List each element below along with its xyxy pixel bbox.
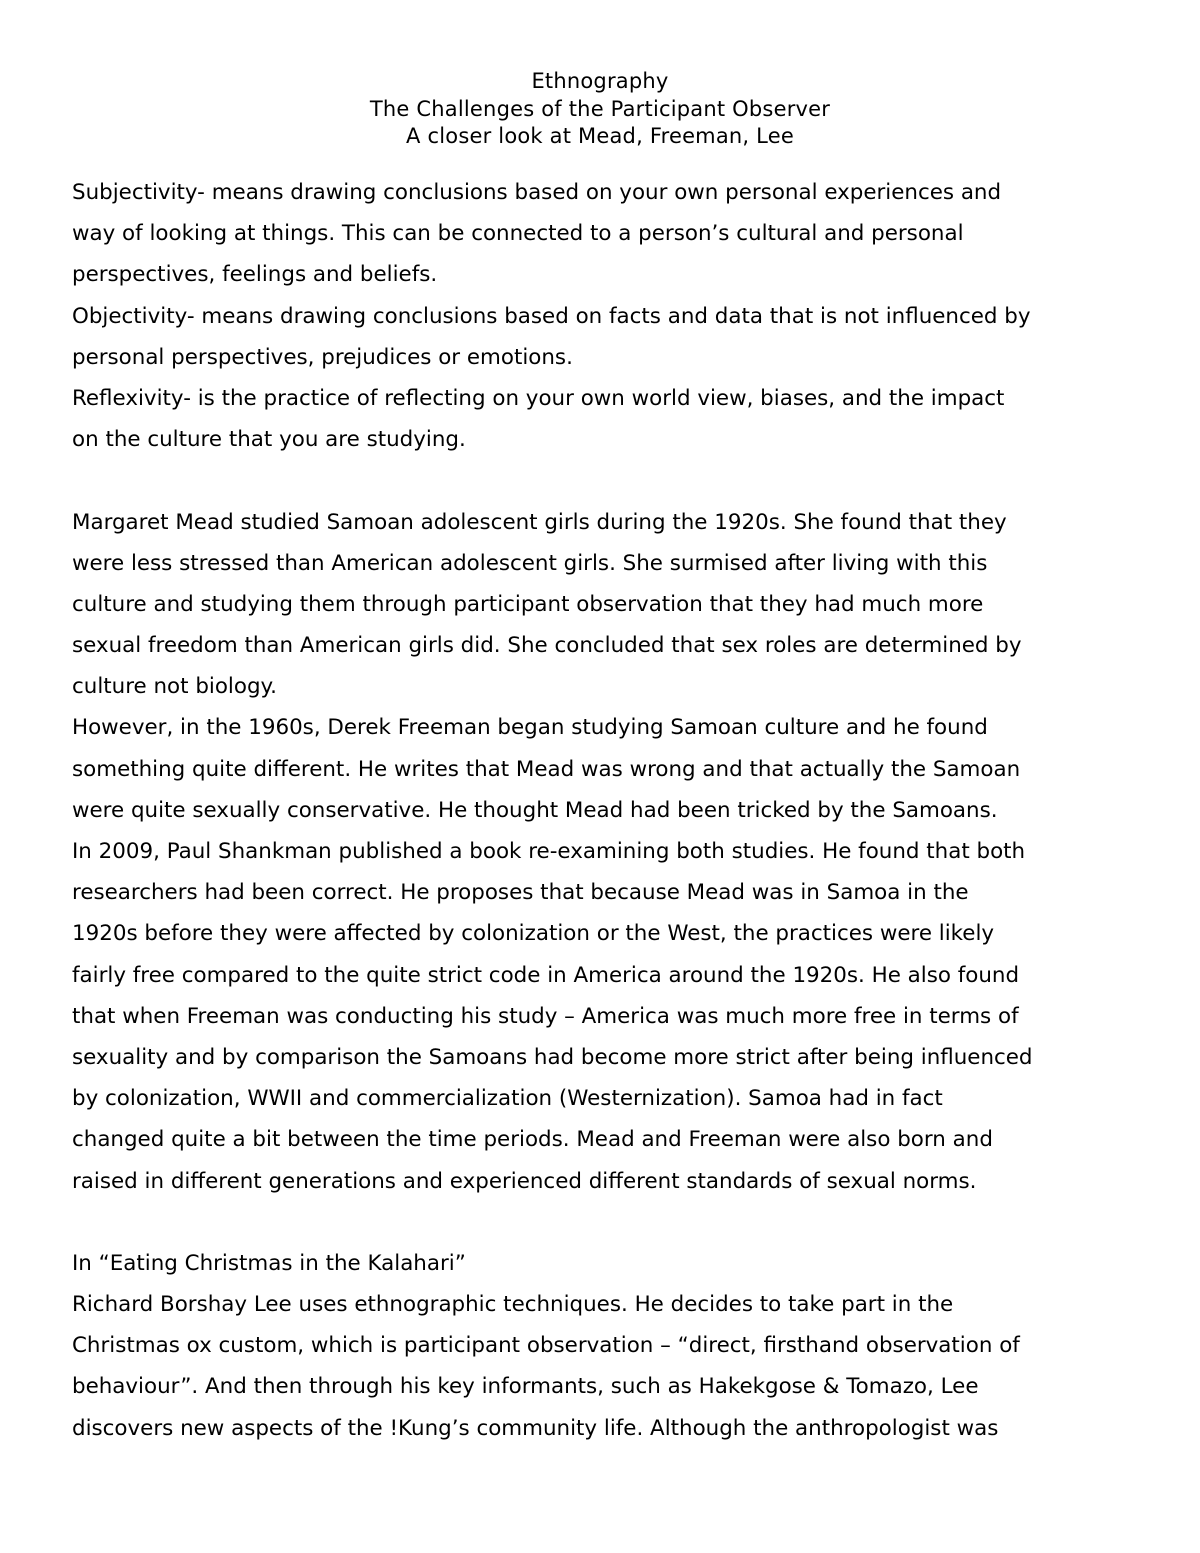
text-line: discovers new aspects of the !Kung’s community life. Although the anthropologist was: [72, 1415, 999, 1441]
text-line: personal perspectives, prejudices or emotions.: [72, 344, 573, 370]
text-line: However, in the 1960s, Derek Freeman began studying Samoan culture and he found: [72, 715, 988, 741]
freeman-paragraph: [72, 707, 1152, 831]
text-line: fairly free compared to the quite strict code in America around the 1920s. He also found: [72, 962, 1020, 988]
text-line: sexual freedom than American girls did. She concluded that sex roles are determined by: [72, 633, 1022, 659]
text-line: Objectivity- means drawing conclusions based on facts and data that is not influenced by: [72, 303, 1031, 329]
text-line: culture and studying them through participant observation that they had much more: [72, 591, 984, 617]
mead-paragraph: [72, 502, 1152, 708]
text-line: researchers had been correct. He proposes that because Mead was in Samoa in the: [72, 880, 969, 906]
text-line: Margaret Mead studied Samoan adolescent girls during the 1920s. She found that they: [72, 509, 1007, 535]
text-line: behaviour”. And then through his key informants, such as Hakekgose & Tomazo, Lee: [72, 1374, 979, 1400]
text-line: Reflexivity- is the practice of reflecting on your own world view, biases, and the impact: [72, 385, 1005, 411]
document-title: Ethnography: [531, 69, 669, 93]
text-line: perspectives, feelings and beliefs.: [72, 262, 438, 288]
text-line: by colonization, WWII and commercialization (Westernization). Samoa had in fact: [72, 1086, 943, 1112]
section-heading: In “Eating Christmas in the Kalahari”: [72, 1250, 466, 1276]
text-line: something quite different. He writes that Mead was wrong and that actually the Samoan: [72, 756, 1021, 782]
document-subtitle: The Challenges of the Participant Observer: [369, 96, 831, 121]
text-line: In 2009, Paul Shankman published a book re-examining both studies. He found that both: [72, 839, 1026, 864]
text-line: culture not biology.: [72, 674, 277, 700]
text-line: Richard Borshay Lee uses ethnographic techniques. He decides to take part in the: [72, 1292, 954, 1318]
text-line: Christmas ox custom, which is participant observation – “direct, firsthand observation of: [72, 1333, 1020, 1359]
lee-section: [72, 1243, 1152, 1449]
text-line: raised in different generations and experienced different standards of sexual norms.: [72, 1168, 977, 1194]
shankman-paragraph: [72, 831, 1152, 1202]
text-line: 1920s before they were affected by colonization or the West, the practices were likely: [72, 921, 995, 947]
text-line: were less stressed than American adolescent girls. She surmised after living with this: [72, 550, 988, 576]
document-title-block: [0, 68, 1200, 151]
document-body: [72, 172, 1152, 1449]
document-subtitle-secondary: A closer look at Mead, Freeman, Lee: [406, 124, 794, 148]
text-line: changed quite a bit between the time periods. Mead and Freeman were also born and: [72, 1127, 993, 1153]
text-line: way of looking at things. This can be connected to a person’s cultural and personal: [72, 221, 964, 247]
text-line: on the culture that you are studying.: [72, 427, 466, 453]
paragraph-spacer: [72, 460, 1152, 501]
text-line: Subjectivity- means drawing conclusions based on your own personal experiences and: [72, 180, 1002, 205]
paragraph-spacer: [72, 1202, 1152, 1243]
objectivity-definition: [72, 296, 1152, 378]
text-line: were quite sexually conservative. He thought Mead had been tricked by the Samoans.: [72, 797, 998, 823]
reflexivity-definition: [72, 378, 1152, 460]
text-line: that when Freeman was conducting his study – America was much more free in terms of: [72, 1003, 1019, 1029]
text-line: sexuality and by comparison the Samoans had become more strict after being influenced: [72, 1044, 1033, 1070]
subjectivity-definition: [72, 172, 1152, 296]
